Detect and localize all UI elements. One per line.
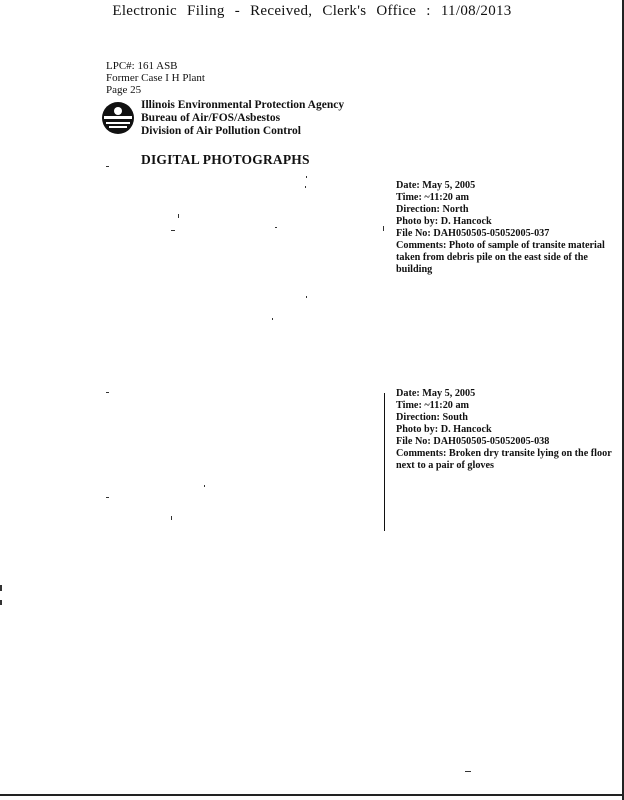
- photo-comments: Comments: Broken dry transite lying on the floor next to a pair of gloves: [396, 448, 612, 471]
- photo-direction: Direction: North: [396, 204, 469, 215]
- photo-date: Date: May 5, 2005: [396, 180, 476, 191]
- bureau-name: Bureau of Air/FOS/Asbestos: [141, 112, 281, 124]
- division-name: Division of Air Pollution Control: [141, 125, 301, 137]
- site-name: Former Case I H Plant: [106, 72, 205, 84]
- photo-date: Date: May 5, 2005: [396, 388, 476, 399]
- filing-stamp: Electronic Filing - Received, Clerk's Office : 11/08/2013: [112, 3, 512, 19]
- photo-comments: Comments: Photo of sample of transite material taken from debris pile on the east side of the building: [396, 240, 605, 275]
- iepa-logo-icon: [101, 101, 135, 135]
- section-title: DIGITAL PHOTOGRAPHS: [141, 152, 310, 167]
- photo-author: Photo by: D. Hancock: [396, 216, 492, 227]
- photo-direction: Direction: South: [396, 412, 468, 423]
- lpc-id: LPC#: 161 ASB: [106, 60, 178, 72]
- agency-name: Illinois Environmental Protection Agency: [141, 99, 345, 111]
- photo-file-no: File No: DAH050505-05052005-037: [396, 228, 550, 239]
- page-edge-bottom: [0, 794, 624, 796]
- photo-time: Time: ~11:20 am: [396, 192, 470, 203]
- photo-time: Time: ~11:20 am: [396, 400, 470, 411]
- photo-author: Photo by: D. Hancock: [396, 424, 492, 435]
- photo-divider: [384, 393, 385, 531]
- photo-caption-2: [396, 388, 612, 472]
- page-number: Page 25: [106, 84, 142, 96]
- photo-file-no: File No: DAH050505-05052005-038: [396, 436, 550, 447]
- photo-caption-1: [396, 180, 612, 276]
